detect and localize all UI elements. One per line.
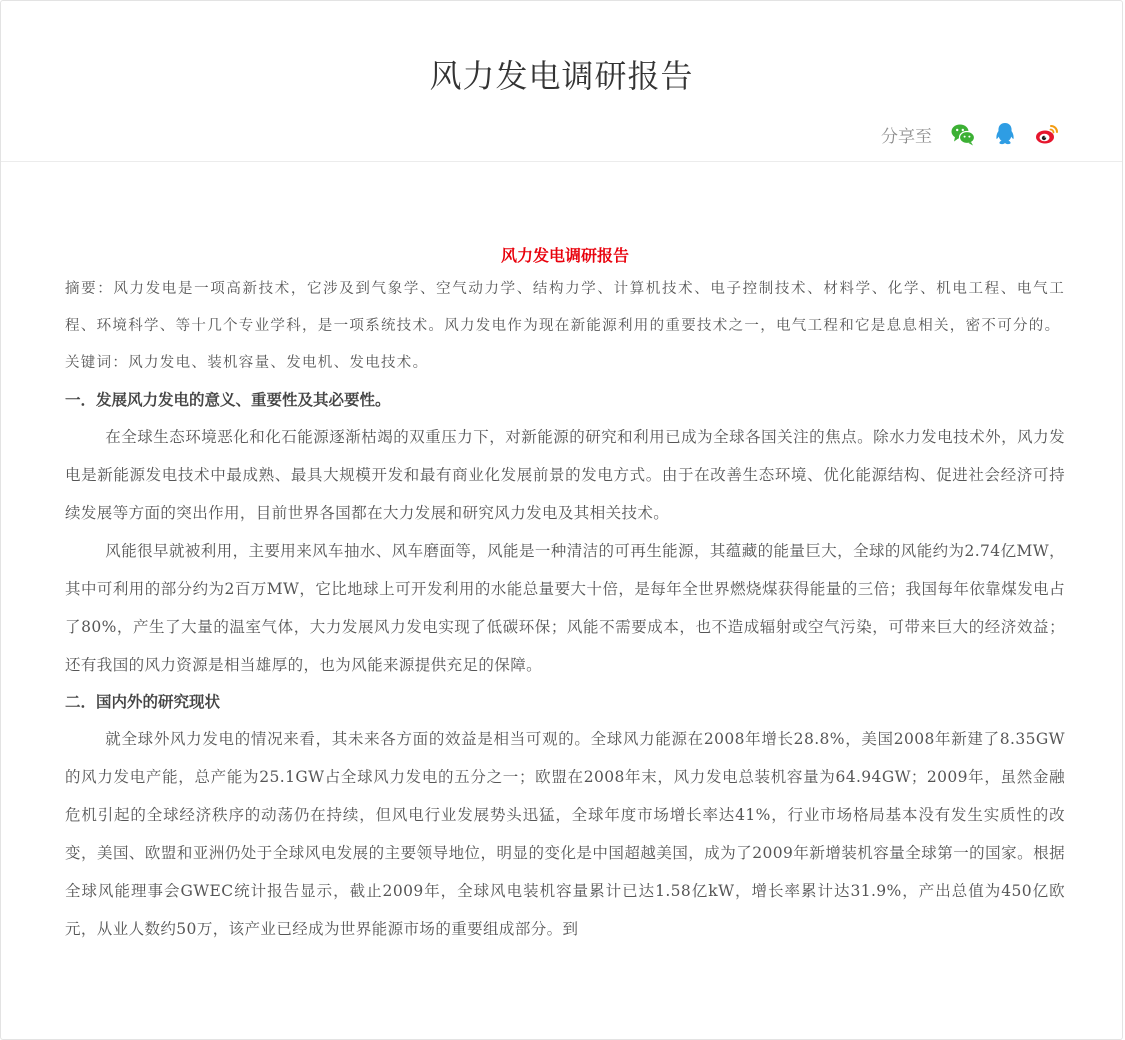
- document-heading: 风力发电调研报告: [500, 246, 629, 265]
- share-bar: [881, 121, 1060, 147]
- body-paragraph: 就全球外风力发电的情况来看，其未来各方面的效益是相当可观的。全球风力能源在2008年增长28.8%，美国2008年新建了8.35GW的风力发电产能，总产能为25.1GW占全球风力发电的五分之一；欧盟在2008年末，风力发电总装机容量为64.94GW；2009年，虽然金融危机引起的全球经济秩序的动荡仍在持续，但风电行业发展势头迅猛，全球年度市场增长率达41%，行业市场格局基本没有发生实质性的改变，美国、欧盟和亚洲仍处于全球风电发展的主要领导地位，明显的变化是中国超越美国，成为了2009年新增装机容量全球第一的国家。根据全球风能理事会GWEC统计报告显示，截止2009年，全球风电装机容量累计已达1.58亿kW，增长率累计达31.9%，产出总值为450亿欧元，从业人数约50万，该产业已经成为世界能源市场的重要组成部分。到: [65, 730, 1065, 938]
- keywords: 关键词：风力发电、装机容量、发电机、发电技术。: [65, 355, 429, 371]
- body-paragraph: 风能很早就被利用，主要用来风车抽水、风车磨面等，风能是一种清洁的可再生能源，其蕴藏的能量巨大，全球的风能约为2.74亿MW，其中可利用的部分约为2百万MW，它比地球上可开发利用的水能总量要大十倍，是每年全世界燃烧煤获得能量的三倍；我国每年依靠煤发电占了80%，产生了大量的温室气体，大力发展风力发电实现了低碳环保；风能不需要成本，也不造成辐射或空气污染，可带来巨大的经济效益；还有我国的风力资源是相当雄厚的，也为风能来源提供充足的保障。: [65, 542, 1065, 674]
- section-heading-1: 一．发展风力发电的意义、重要性及其必要性。: [65, 390, 391, 409]
- abstract: 摘要：风力发电是一项高新技术，它涉及到气象学、空气动力学、结构力学、计算机技术、电子控制技术、材料学、化学、机电工程、电气工程、环境科学、等十几个专业学科，是一项系统技术。风力发电作为现在新能源利用的重要技术之一，电气工程和它是息息相关，密不可分的。: [65, 281, 1065, 334]
- weibo-icon[interactable]: [1034, 121, 1060, 147]
- body-paragraph: 在全球生态环境恶化和化石能源逐渐枯竭的双重压力下，对新能源的研究和利用已成为全球各国关注的焦点。除水力发电技术外，风力发电是新能源发电技术中最成熟、最具大规模开发和最有商业化发展前景的发电方式。由于在改善生态环境、优化能源结构、促进社会经济可持续发展等方面的突出作用，目前世界各国都在大力发展和研究风力发电及其相关技术。: [65, 428, 1065, 522]
- qq-icon[interactable]: [992, 121, 1018, 147]
- page-title: 风力发电调研报告: [429, 57, 694, 95]
- document-content: [65, 239, 1065, 948]
- wechat-icon[interactable]: [950, 121, 976, 147]
- section-heading-2: 二．国内外的研究现状: [65, 692, 221, 711]
- share-label: 分享至: [881, 126, 932, 147]
- page-header: [1, 1, 1122, 162]
